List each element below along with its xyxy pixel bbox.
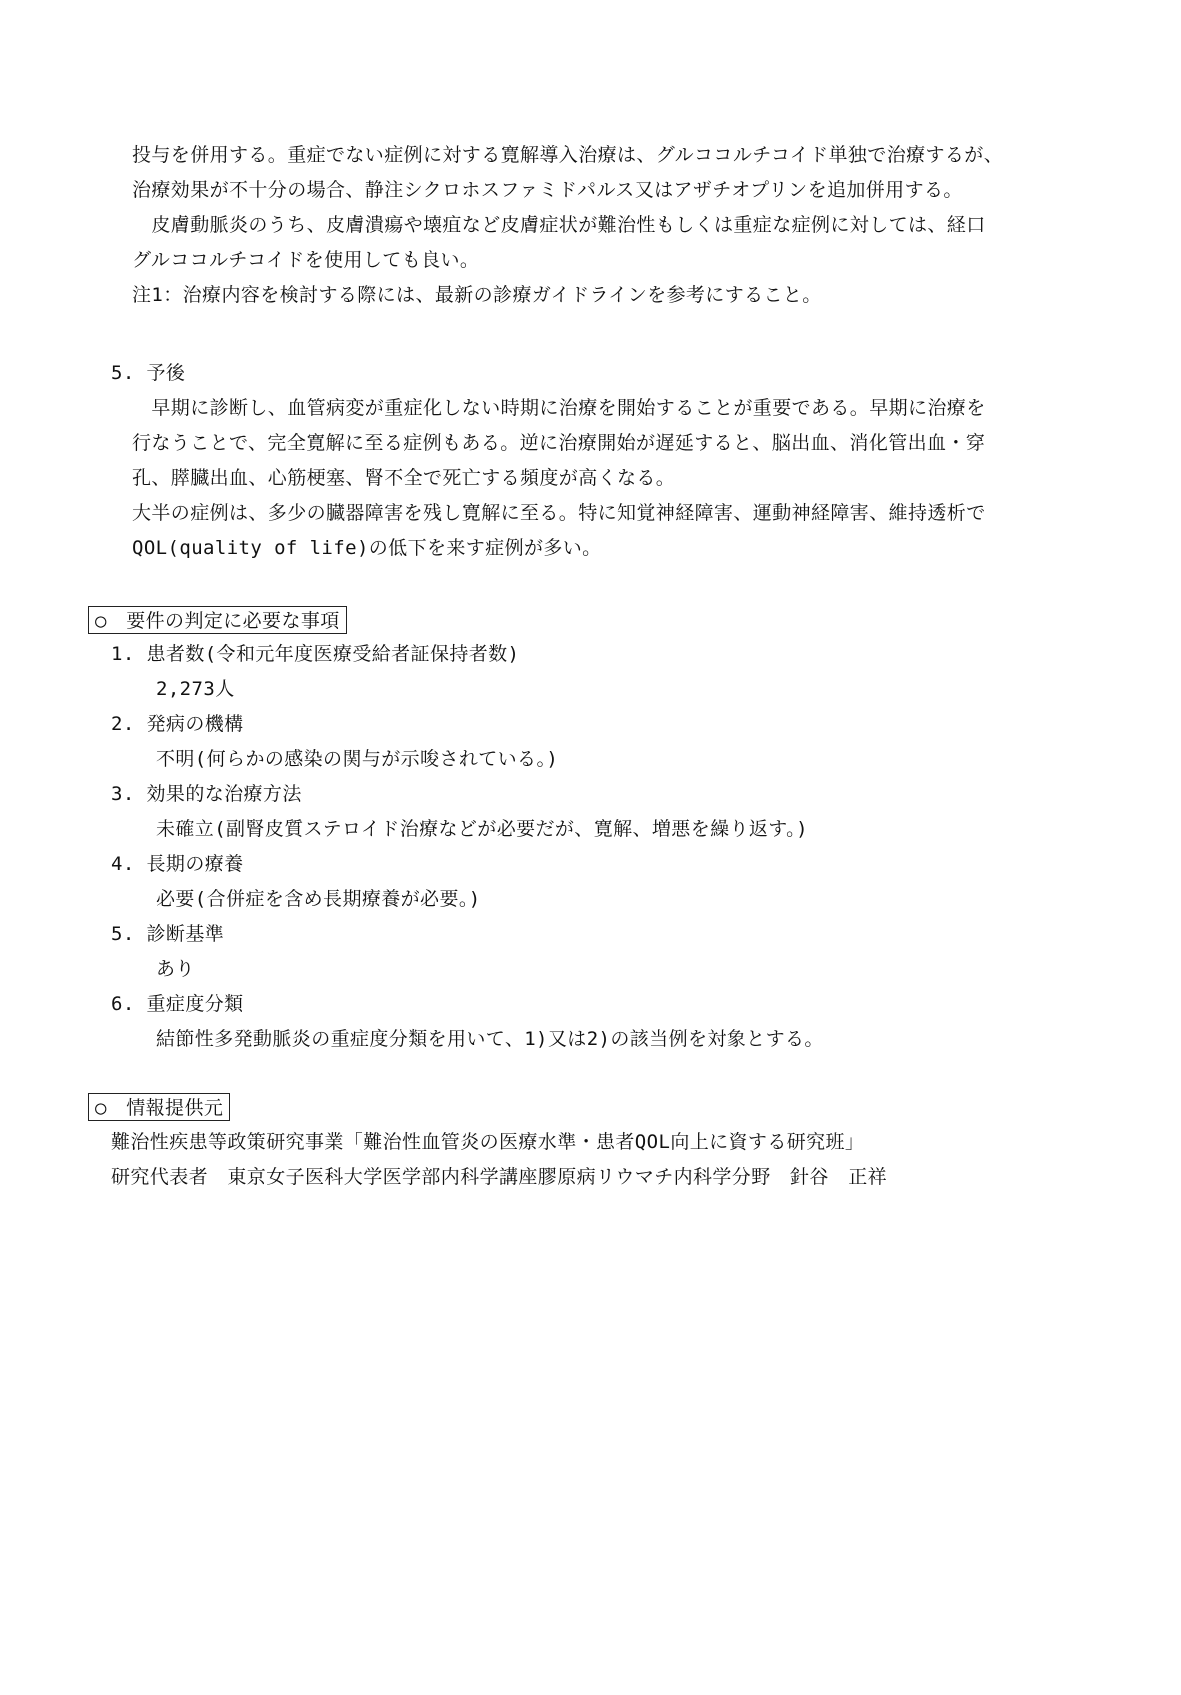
treatment-line-4: グルココルチコイドを使用しても良い。 [132,249,480,271]
prognosis-line-1: 早期に診断し、血管病変が重症化しない時期に治療を開始することが重要である。早期に治療を [132,397,986,419]
req-item-6-value: 結節性多発動脈炎の重症度分類を用いて、1)又は2)の該当例を対象とする。 [156,1028,824,1050]
prognosis-line-5: QOL(quality of life)の低下を来す症例が多い。 [132,537,602,559]
info-source-line-1: 難治性疾患等政策研究事業「難治性血管炎の医療水準・患者QOL向上に資する研究班」 [111,1131,865,1153]
req-item-5-value: あり [156,958,195,980]
treatment-note: 注1：治療内容を検討する際には、最新の診療ガイドラインを参考にすること。 [132,284,822,306]
req-item-4-title: 4. 長期の療養 [111,853,244,875]
req-item-3-title: 3. 効果的な治療方法 [111,783,302,805]
req-item-6-title: 6. 重症度分類 [111,993,244,1015]
prognosis-line-4: 大半の症例は、多少の臓器障害を残し寛解に至る。特に知覚神経障害、運動神経障害、維持透析で [132,502,986,524]
treatment-line-2: 治療効果が不十分の場合、静注シクロホスファミドパルス又はアザチオプリンを追加併用する。 [132,179,963,201]
req-item-1-value: 2,273人 [156,678,235,700]
info-source-heading: ○ 情報提供元 [88,1093,230,1121]
req-item-2-value: 不明(何らかの感染の関与が示唆されている。) [156,748,559,770]
prognosis-heading: 5. 予後 [111,362,186,384]
treatment-line-1: 投与を併用する。重症でない症例に対する寛解導入治療は、グルココルチコイド単独で治療するが、 [132,144,1004,166]
req-item-5-title: 5. 診断基準 [111,923,225,945]
prognosis-line-3: 孔、膵臓出血、心筋梗塞、腎不全で死亡する頻度が高くなる。 [132,467,676,489]
req-item-3-value: 未確立(副腎皮質ステロイド治療などが必要だが、寛解、増悪を繰り返す。) [156,818,808,840]
prognosis-line-2: 行なうことで、完全寛解に至る症例もある。逆に治療開始が遅延すると、脳出血、消化管出血・穿 [132,432,986,454]
requirements-heading: ○ 要件の判定に必要な事項 [88,606,347,634]
req-item-1-title: 1. 患者数(令和元年度医療受給者証保持者数) [111,643,520,665]
treatment-line-3: 皮膚動脈炎のうち、皮膚潰瘍や壊疽など皮膚症状が難治性もしくは重症な症例に対しては、経口 [132,214,986,236]
info-source-line-2: 研究代表者 東京女子医科大学医学部内科学講座膠原病リウマチ内科学分野 針谷 正祥 [111,1166,888,1188]
req-item-4-value: 必要(合併症を含め長期療養が必要。) [156,888,481,910]
req-item-2-title: 2. 発病の機構 [111,713,244,735]
